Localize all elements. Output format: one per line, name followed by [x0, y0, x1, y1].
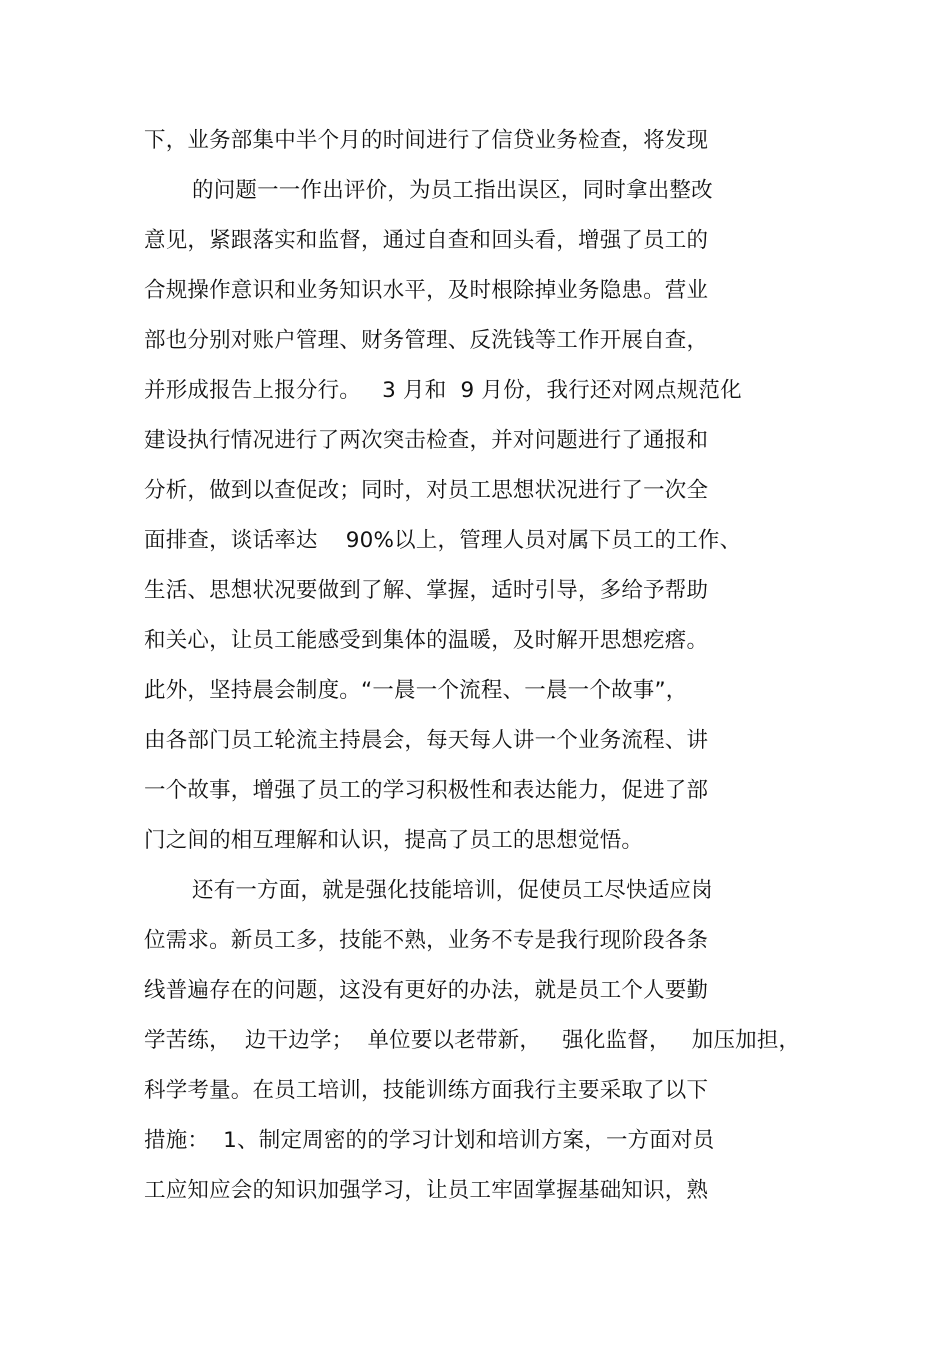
text-line-21: 措施： 1、制定周密的的学习计划和培训方案，一方面对员 [144, 1128, 715, 1153]
text-line-20: 科学考量。在员工培训，技能训练方面我行主要采取了以下 [144, 1078, 709, 1103]
text-line-1: 下，业务部集中半个月的时间进行了信贷业务检查，将发现 [144, 128, 709, 153]
text-line-2: 的问题一一作出评价，为员工指出误区，同时拿出整改 [192, 178, 713, 203]
text-line-7: 建设执行情况进行了两次突击检查，并对问题进行了通报和 [144, 428, 709, 453]
text-line-22: 工应知应会的知识加强学习，让员工牢固掌握基础知识，熟 [144, 1178, 709, 1203]
text-line-8: 分析，做到以查促改；同时，对员工思想状况进行了一次全 [144, 478, 709, 503]
text-line-16: 还有一方面，就是强化技能培训，促使员工尽快适应岗 [192, 878, 713, 903]
text-line-9: 面排查，谈话率达 90%以上，管理人员对属下员工的工作、 [144, 528, 742, 553]
text-line-19: 学苦练， 边干边学； 单位要以老带新， 强化监督， 加压加担， [144, 1028, 801, 1053]
text-line-10: 生活、思想状况要做到了解、掌握，适时引导，多给予帮助 [144, 578, 709, 603]
text-line-18: 线普遍存在的问题，这没有更好的办法，就是员工个人要勤 [144, 978, 709, 1003]
text-line-15: 门之间的相互理解和认识，提高了员工的思想觉悟。 [144, 828, 644, 853]
text-line-17: 位需求。新员工多，技能不熟，业务不专是我行现阶段各条 [144, 928, 709, 953]
text-line-6: 并形成报告上报分行。 3 月和 9 月份，我行还对网点规范化 [144, 378, 742, 403]
text-line-14: 一个故事，增强了员工的学习积极性和表达能力，促进了部 [144, 778, 709, 803]
text-line-13: 由各部门员工轮流主持晨会，每天每人讲一个业务流程、讲 [144, 728, 709, 753]
text-line-5: 部也分别对账户管理、财务管理、反洗钱等工作开展自查， [144, 328, 709, 353]
text-line-4: 合规操作意识和业务知识水平，及时根除掉业务隐患。营业 [144, 278, 709, 303]
text-line-11: 和关心，让员工能感受到集体的温暖，及时解开思想疙瘩。 [144, 628, 709, 653]
text-line-12: 此外，坚持晨会制度。“一晨一个流程、一晨一个故事”， [144, 678, 688, 703]
text-line-3: 意见，紧跟落实和监督，通过自查和回头看，增强了员工的 [144, 228, 709, 253]
